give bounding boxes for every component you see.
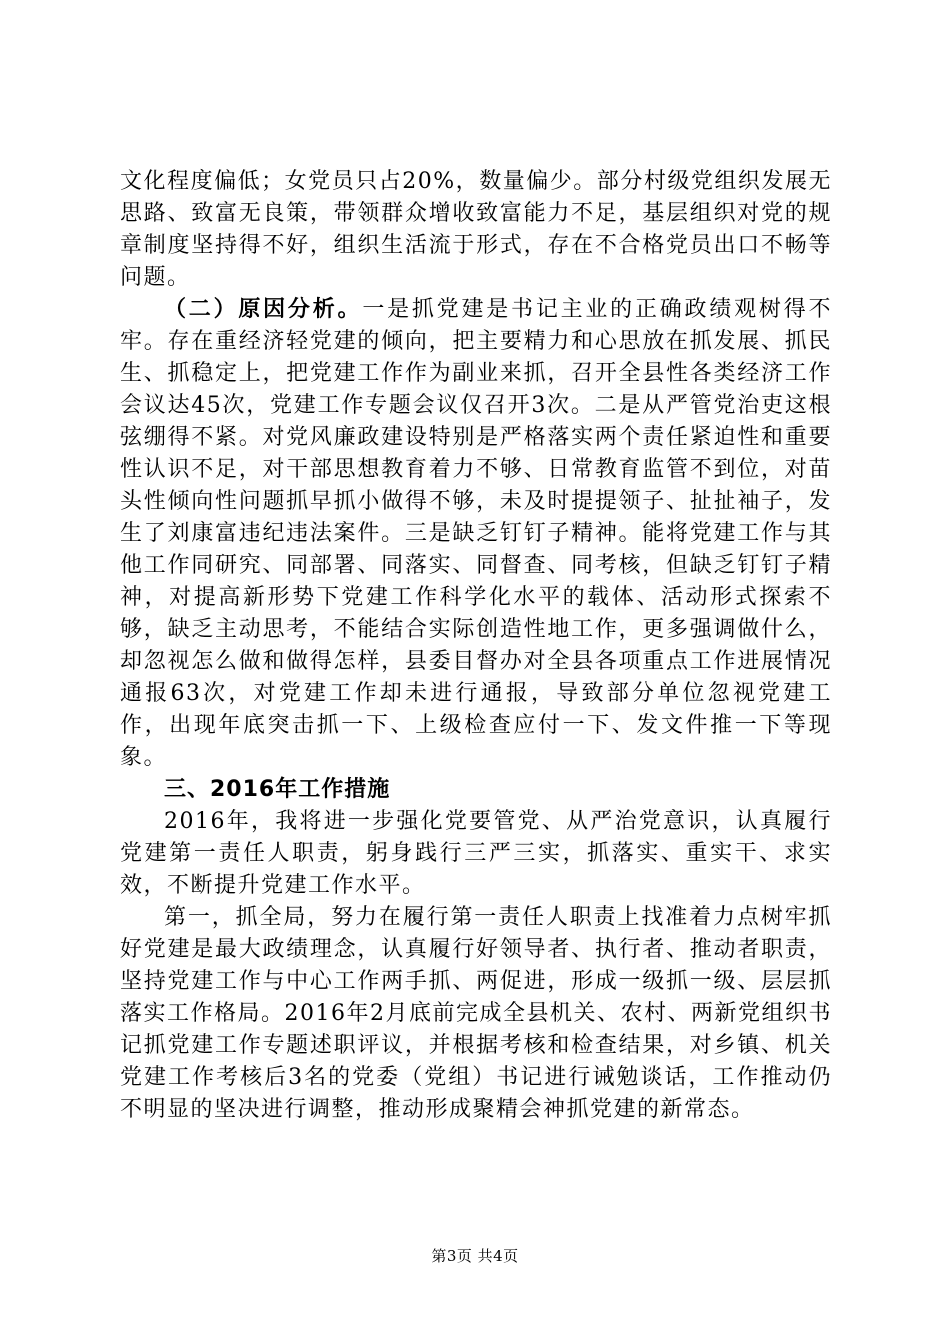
paragraph-intro [120, 806, 832, 902]
document-body [120, 166, 832, 1126]
paragraph-text: 第一，抓全局，努力在履行第一责任人职责上找准着力点树牢抓好党建是最大政绩理念，认真履行好领导者、执行者、推动者职责，坚持党建工作与中心工作两手抓、两促进，形成一级抓一级、层层抓落实工作格局。2016年2月底前完成全县机关、农村、两新党组织书记抓党建工作专题述职评议，并根据考核和检查结果，对乡镇、机关党建工作考核后3名的党委（党组）书记进行诫勉谈话，工作推动仍不明显的坚决进行调整，推动形成聚精会神抓党建的新常态。 [120, 905, 832, 1122]
subsection-heading: （二）原因分析。 [164, 297, 363, 322]
section-heading: 三、2016年工作措施 [164, 777, 391, 802]
paragraph-text: 文化程度偏低；女党员只占20%，数量偏少。部分村级党组织发展无思路、致富无良策，带领群众增收致富能力不足，基层组织对党的规章制度坚持得不好，组织生活流于形式，存在不合格党员出口不畅等问题。 [120, 169, 832, 290]
paragraph-measure-one [120, 902, 832, 1126]
page-footer: 第3页 共4页 [431, 1247, 519, 1265]
paragraph-text: 一是抓党建是书记主业的正确政绩观树得不牢。存在重经济轻党建的倾向，把主要精力和心思放在抓发展、抓民生、抓稳定上，把党建工作作为副业来抓，召开全县性各类经济工作会议达45次，党建工作专题会议仅召开3次。二是从严管党治吏这根弦绷得不紧。对党风廉政建设特别是严格落实两个责任紧迫性和重要性认识不足，对干部思想教育着力不够、日常教育监管不到位，对苗头性倾向性问题抓早抓小做得不够，未及时提提领子、扯扯袖子，发生了刘康富违纪违法案件。三是缺乏钉钉子精神。能将党建工作与其他工作同研究、同部署、同落实、同督查、同考核，但缺乏钉钉子精神，对提高新形势下党建工作科学化水平的载体、活动形式探索不够，缺乏主动思考，不能结合实际创造性地工作，更多强调做什么，却忽视怎么做和做得怎样，县委目督办对全县各项重点工作进展情况通报63次，对党建工作却未进行通报，导致部分单位忽视党建工作，出现年底突击抓一下、上级检查应付一下、发文件推一下等现象。 [120, 297, 832, 770]
paragraph-text: 2016年，我将进一步强化党要管党、从严治党意识，认真履行党建第一责任人职责，躬身践行三严三实，抓落实、重实干、求实效，不断提升党建工作水平。 [120, 809, 832, 898]
paragraph-cause-analysis [120, 294, 832, 774]
paragraph-continued [120, 166, 832, 294]
